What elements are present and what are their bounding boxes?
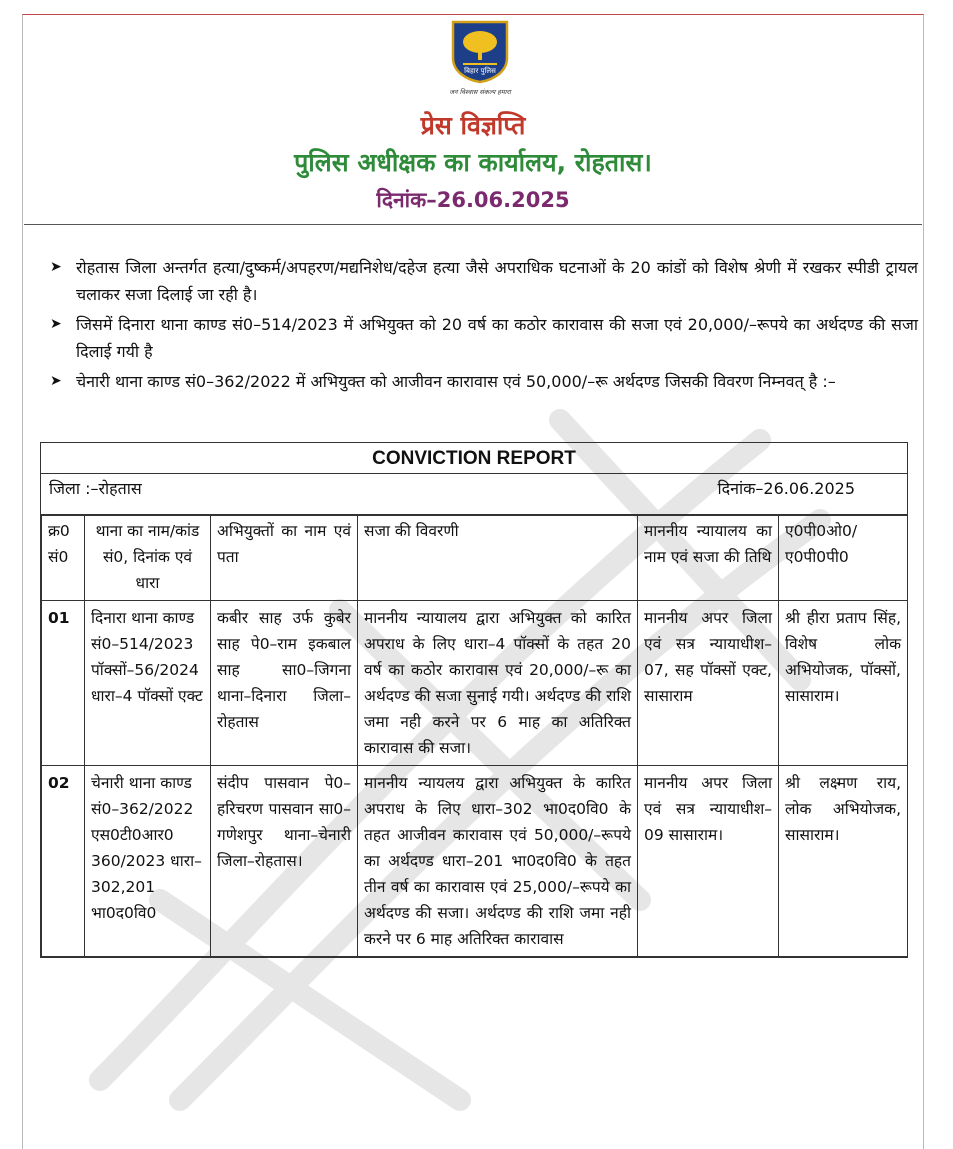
press-release-header [22, 108, 924, 218]
cell-court: माननीय अपर जिला एवं सत्र न्यायाधीश–09 सासाराम। [638, 766, 779, 957]
release-date: दिनांक–26.06.2025 [376, 188, 570, 212]
press-release-title: प्रेस विज्ञप्ति [420, 111, 526, 140]
arrow-bullet-icon: ➤ [50, 259, 62, 275]
bihar-police-logo [440, 18, 520, 96]
report-date: दिनांक–26.06.2025 [717, 479, 855, 498]
cell-accused: संदीप पासवान पे0–हरिचरण पासवान सा0–गणेशपुर थाना–चेनारी जिला–रोहतास। [211, 766, 358, 957]
header-divider [24, 224, 922, 225]
column-header-court: माननीय न्यायालय का नाम एवं सजा की तिथि [638, 516, 779, 601]
cell-sno: 02 [42, 766, 85, 957]
shield-emblem-icon [449, 18, 511, 84]
column-header-sentence: सजा की विवरणी [358, 516, 638, 601]
cell-case: दिनारा थाना काण्ड सं0–514/2023 पॉक्सों–56/2024 धारा–4 पॉक्सों एक्ट [85, 601, 211, 766]
office-name: पुलिस अधीक्षक का कार्यालय, रोहतास। [294, 148, 652, 177]
report-meta [41, 474, 907, 515]
conviction-report [40, 442, 908, 958]
bullet-text: चेनारी थाना काण्ड सं0–362/2022 में अभियुक्त को आजीवन कारावास एवं 50,000/–रू अर्थदण्ड जिसकी विवरण निम्नवत् है :– [76, 372, 836, 391]
arrow-bullet-icon: ➤ [50, 373, 62, 389]
logo-motto: जन विश्वास संकल्प हमारा [449, 88, 511, 96]
bullet-item [50, 254, 918, 308]
conviction-table [41, 515, 908, 957]
cell-app: श्री लक्ष्मण राय, लोक अभियोजक, सासाराम। [779, 766, 908, 957]
cell-app: श्री हीरा प्रताप सिंह, विशेष लोक अभियोजक, पॉक्सों, सासाराम। [779, 601, 908, 766]
bullet-item [50, 311, 918, 365]
column-header-accused: अभियुक्तों का नाम एवं पता [211, 516, 358, 601]
bullet-text: रोहतास जिला अन्तर्गत हत्या/दुष्कर्म/अपहरण/मद्यनिशेध/दहेज हत्या जैसे अपराधिक घटनाओं के 20 कांडों को विशेष श्रेणी में रखकर स्पीडी ट्रायल चलाकर सजा दिलाई जा रही है। [76, 258, 918, 304]
cell-court: माननीय अपर जिला एवं सत्र न्यायाधीश–07, सह पॉक्सों एक्ट, सासाराम [638, 601, 779, 766]
column-header-sno: क्र0 सं0 [42, 516, 85, 601]
cell-sentence: माननीय न्यायालय द्वारा अभियुक्त को कारित अपराध के लिए धारा–4 पॉक्सों के तहत 20 वर्ष का कठोर कारावास एवं 20,000/–रू का अर्थदण्ड की सजा सुनाई गयी। अर्थदण्ड की राशि जमा नही करने पर 6 माह का अतिरिक्त कारावास की सजा। [358, 601, 638, 766]
column-header-case: थाना का नाम/कांड सं0, दिनांक एवं धारा [85, 516, 211, 601]
report-title: CONVICTION REPORT [41, 443, 907, 474]
column-header-app: ए0पी0ओ0/ ए0पी0पी0 [779, 516, 908, 601]
table-header-row [42, 516, 908, 601]
table-row [42, 766, 908, 957]
logo-emblem-text: बिहार पुलिस [464, 67, 496, 75]
cell-accused: कबीर साह उर्फ कुबेर साह पे0–राम इकबाल साह सा0–जिगना थाना–दिनारा जिला–रोहतास [211, 601, 358, 766]
table-row [42, 601, 908, 766]
summary-bullets [50, 254, 918, 398]
cell-case: चेनारी थाना काण्ड सं0–362/2022 एस0टी0आर0 360/2023 धारा–302,201 भा0द0वि0 [85, 766, 211, 957]
cell-sno: 01 [42, 601, 85, 766]
cell-sentence: माननीय न्यायलय द्वारा अभियुक्त के कारित अपराध के लिए धारा–302 भा0द0वि0 के तहत आजीवन कारावास एवं 50,000/–रूपये का अर्थदण्ड धारा–201 भा0द0वि0 के तहत तीन वर्ष का कारावास एवं 25,000/–रूपये का अर्थदण्ड की सजा। अर्थदण्ड की राशि जमा नही करने पर 6 माह अतिरिक्त कारावास [358, 766, 638, 957]
report-district: जिला :–रोहतास [49, 479, 142, 498]
bullet-item [50, 368, 918, 395]
arrow-bullet-icon: ➤ [50, 316, 62, 332]
bullet-text: जिसमें दिनारा थाना काण्ड सं0–514/2023 में अभियुक्त को 20 वर्ष का कठोर कारावास की सजा एवं 20,000/–रूपये का अर्थदण्ड की सजा दिलाई गयी है [76, 315, 918, 361]
